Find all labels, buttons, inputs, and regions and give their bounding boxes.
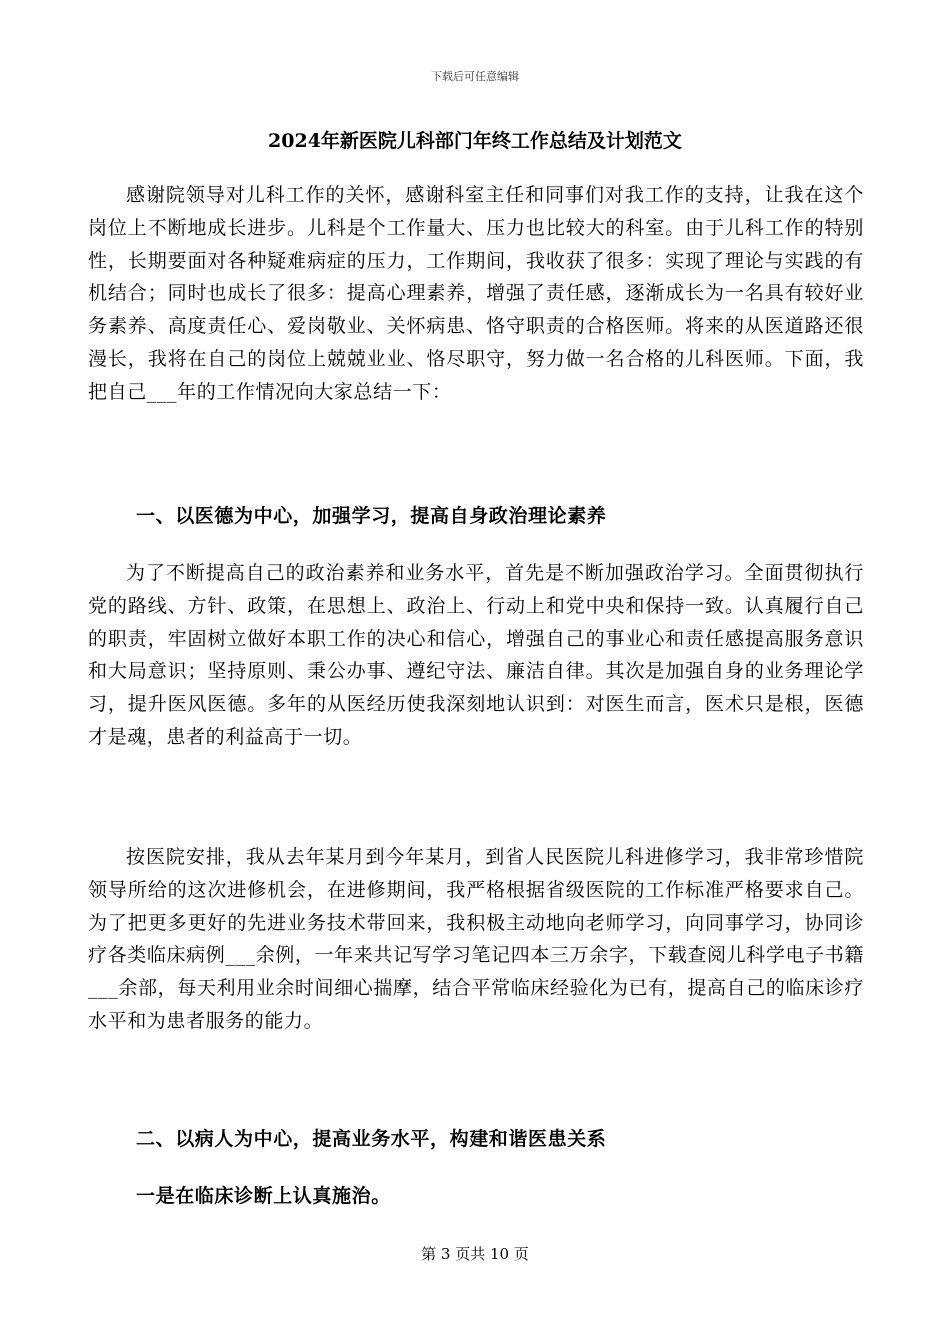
- document-title: 2024年新医院儿科部门年终工作总结及计划范文: [268, 130, 682, 152]
- section-heading-1: 一、以医德为中心，加强学习，提高自身政治理论素养: [136, 505, 607, 527]
- section-1-paragraph-2: 按医院安排，我从去年某月到今年某月，到省人民医院儿科进修学习，我非常珍惜院领导所给的这次进修机会，在进修期间，我严格根据省级医院的工作标准严格要求自己。为了把更多更好的先进业务技术带回来，我积极主动地向老师学习，向同事学习，协同诊疗各类临床病例___余例，一年来共记写学习笔记四本三万余字，下载查阅儿科学电子书籍___余部，每天利用业余时间细心揣摩，结合平常临床经验化为已有，提高自己的临床诊疗水平和为患者服务的能力。: [88, 846, 864, 1032]
- intro-paragraph: 感谢院领导对儿科工作的关怀，感谢科室主任和同事们对我工作的支持，让我在这个岗位上不断地成长进步。儿科是个工作量大、压力也比较大的科室。由于儿科工作的特别性，长期要面对各种疑难病症的压力，工作期间，我收获了很多：实现了理论与实践的有机结合；同时也成长了很多：提高心理素养，增强了责任感，逐渐成长为一名具有较好业务素养、高度责任心、爱岗敬业、关怀病患、恪守职责的合格医师。将来的从医道路还很漫长，我将在自己的岗位上兢兢业业、恪尽职守，努力做一名合格的儿科医师。下面，我把自己___年的工作情况向大家总结一下：: [88, 184, 864, 403]
- section-heading-2: 二、以病人为中心，提高业务水平，构建和谐医患关系: [136, 1128, 607, 1150]
- section-1-paragraph-1: 为了不断提高自己的政治素养和业务水平，首先是不断加强政治学习。全面贯彻执行党的路线、方针、政策，在思想上、政治上、行动上和党中央和保持一致。认真履行自己的职责，牢固树立做好本职工作的决心和信心，增强自己的事业心和责任感提高服务意识和大局意识；坚持原则、秉公办事、遵纪守法、廉洁自律。其次是加强自身的业务理论学习，提升医风医德。多年的从医经历使我深刻地认识到：对医生而言，医术只是根，医德才是魂，患者的利益高于一切。: [88, 562, 864, 748]
- page-header: 下载后可任意编辑: [431, 70, 519, 83]
- subsection-heading: 一是在临床诊断上认真施治。: [136, 1185, 391, 1207]
- page-footer: 第 3 页共 10 页: [421, 1245, 529, 1263]
